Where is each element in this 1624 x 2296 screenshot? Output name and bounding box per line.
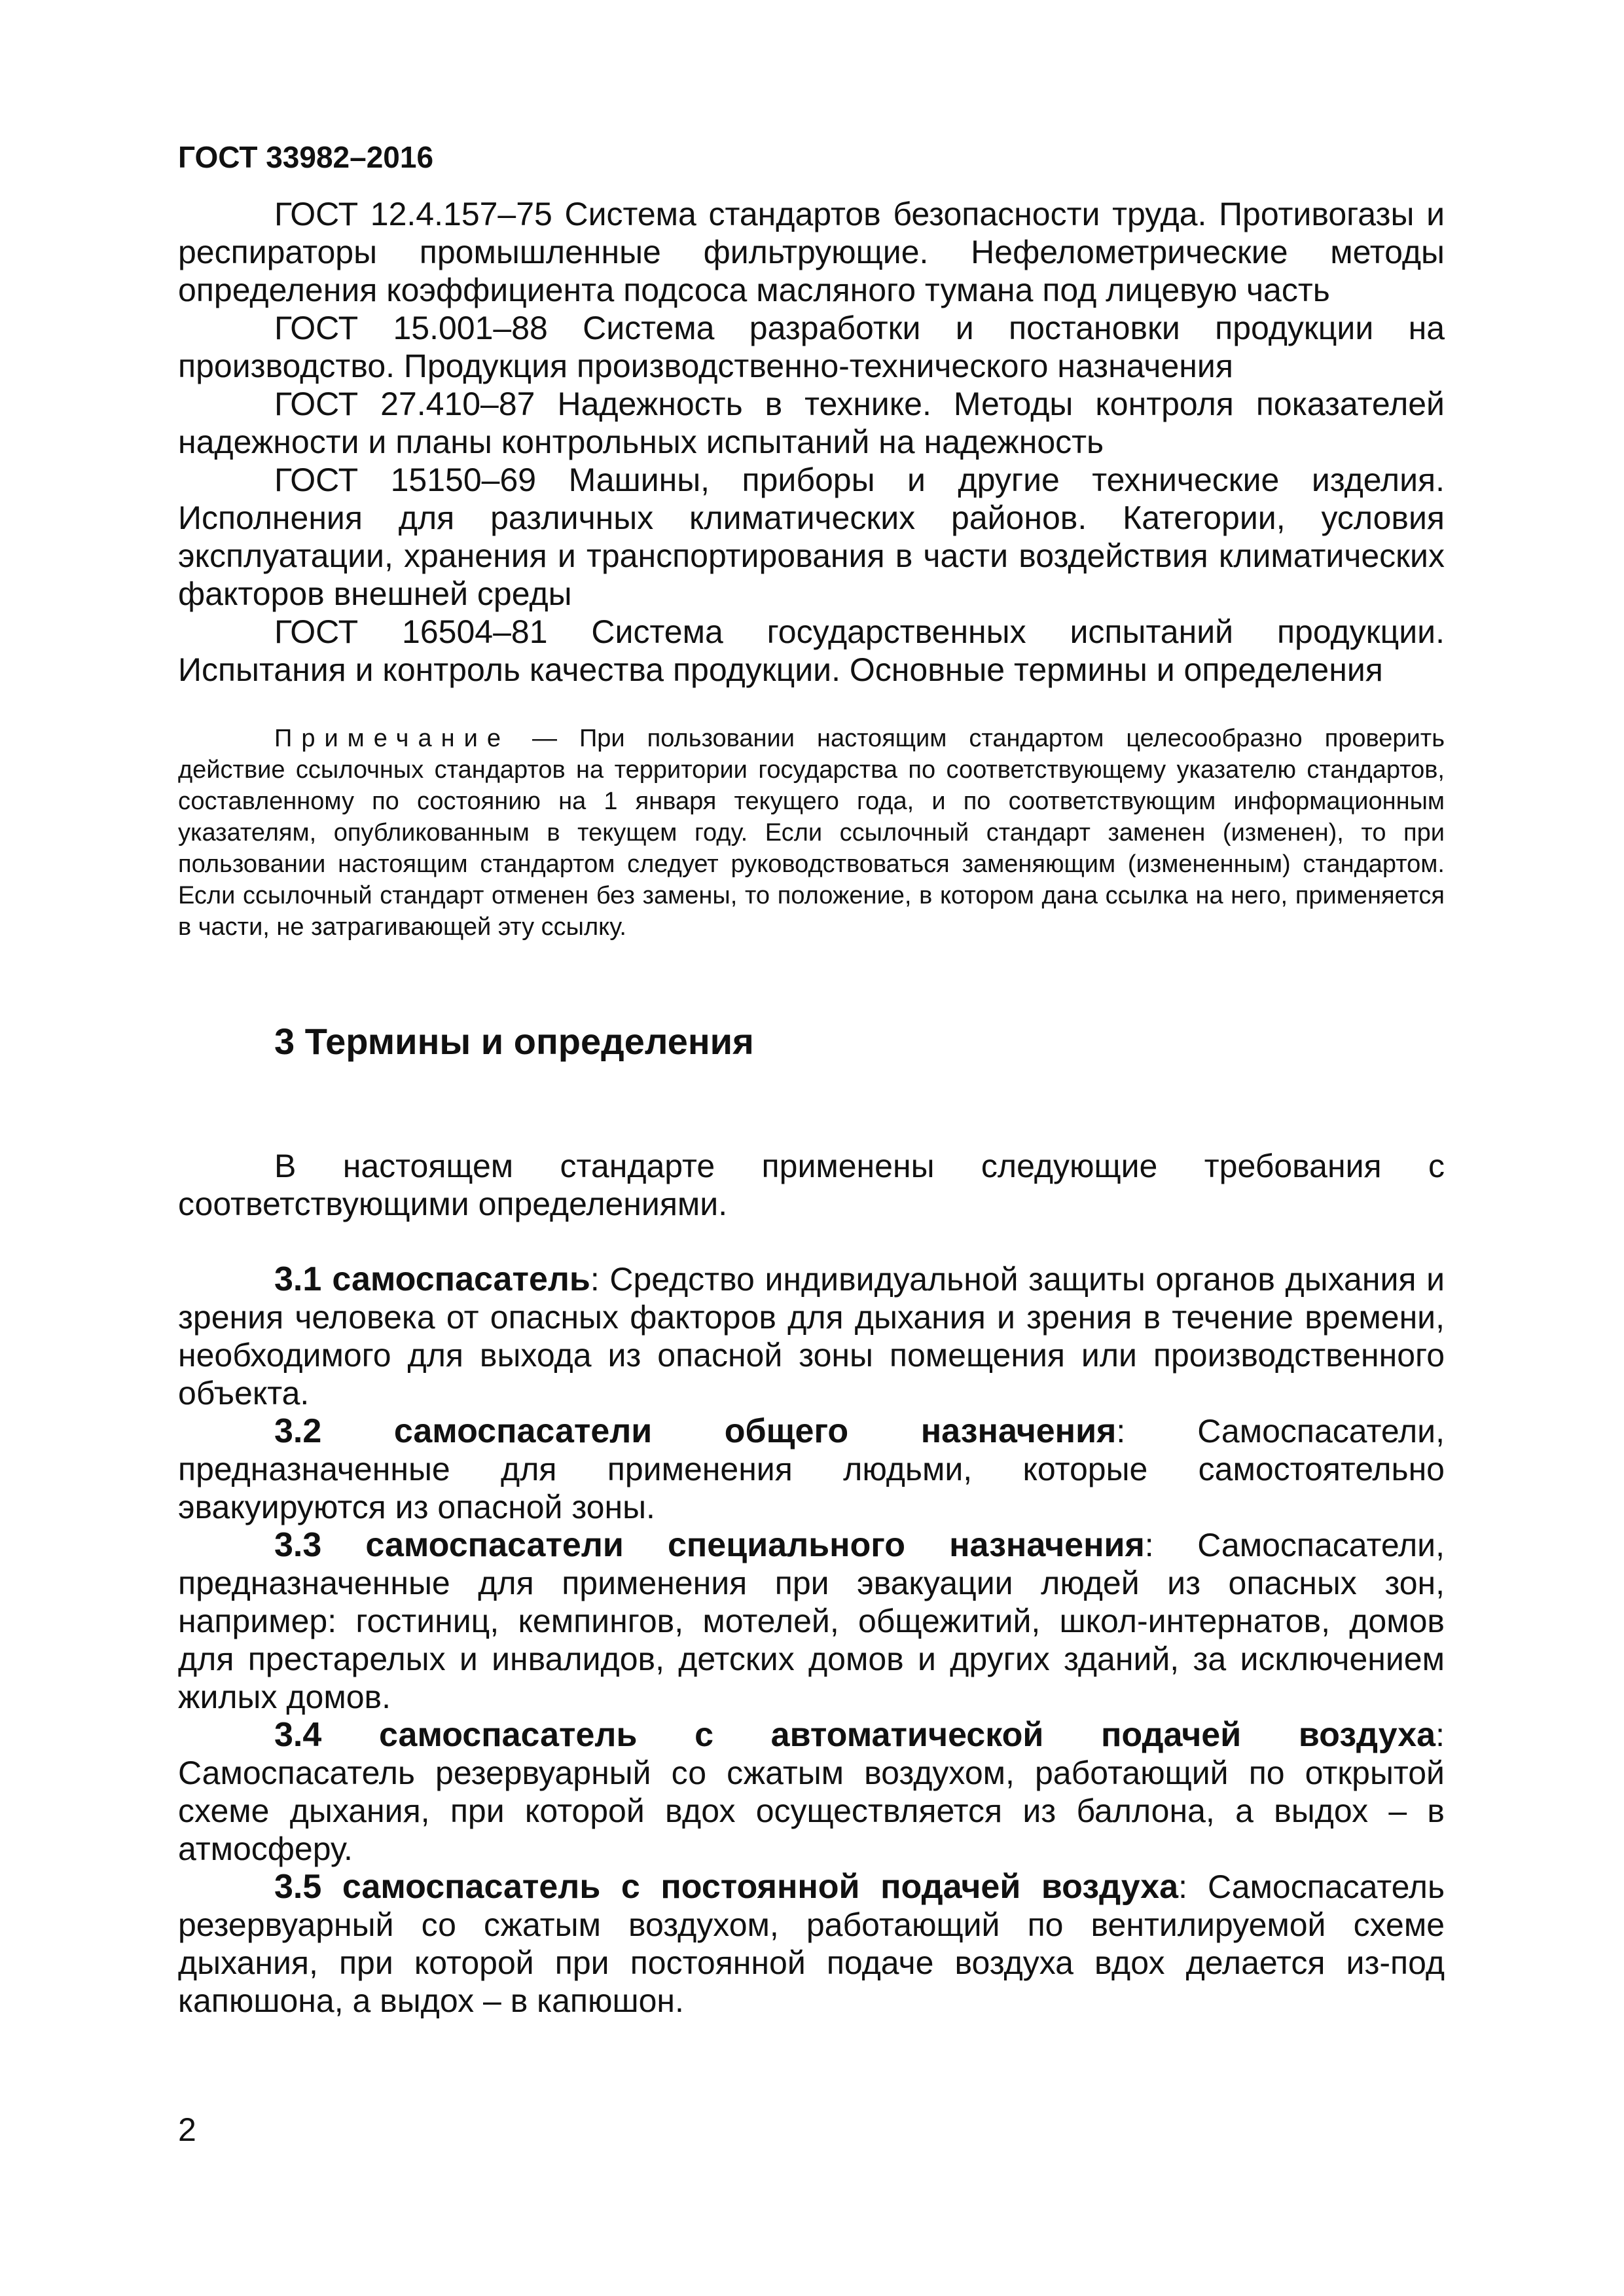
note-text: При пользовании настоящим стандартом целесообразно проверить действие ссылочных стандартов на территории государства по соответствующему указателю стандартов, составленному по состоянию на 1 января текущего года, и по соответствующим информационным указателям, опубликованным в текущем году. Если ссылочный стандарт заменен (изменен), то при пользовании настоящим стандартом следует руководствоваться заменяющим (измененным) стандартом. Если ссылочный стандарт отменен без замены, то положение, в котором дана ссылка на него, применяется в части, не затрагивающей эту ссылку. (178, 725, 1445, 941)
term-separator: : (1435, 1717, 1445, 1753)
term-entry (178, 1868, 1445, 2020)
term-entry (178, 1412, 1445, 1526)
term-definition: Самоспасатели, предназначенные для применения при эвакуации людей из опасных зон, например: гостиниц, кемпингов, мотелей, общежитий, школ-интернатов, домов для престарелых и инвалидов, детских домов и других зданий, за исключением жилых домов. (178, 1527, 1445, 1715)
reference-item: ГОСТ 16504–81 Система государственных испытаний продукции. Испытания и контроль качества продукции. Основные термины и определения (178, 613, 1445, 688)
term-definition: Самоспасатель резервуарный со сжатым воздухом, работающий по вентилируемой схеме дыхания, при которой при постоянной подаче воздуха вдох делается из-под капюшона, а выдох – в капюшон. (178, 1868, 1445, 2019)
reference-item: ГОСТ 15150–69 Машины, приборы и другие технические изделия. Исполнения для различных климатических районов. Категории, условия эксплуатации, хранения и транспортирования в части воздействия климатических факторов внешней среды (178, 462, 1445, 612)
term-name: 3.2 самоспасатели общего назначения (274, 1412, 1117, 1450)
note-paragraph (178, 723, 1445, 943)
terms-list (178, 1260, 1445, 2020)
term-name: 3.1 самоспасатель (274, 1260, 590, 1298)
term-definition: Средство индивидуальной защиты органов дыхания и зрения человека от опасных факторов для дыхания и зрения в течение времени, необходимого для выхода из опасной зоны помещения или производственного объекта. (178, 1261, 1445, 1412)
note-dash: — (509, 725, 579, 752)
section-intro: В настоящем стандарте применены следующие требования с соответствующими определениями. (178, 1148, 1445, 1222)
document-header-code: ГОСТ 33982–2016 (178, 140, 434, 174)
term-separator: : (1144, 1527, 1198, 1563)
page-number: 2 (178, 2111, 196, 2148)
term-entry (178, 1260, 1445, 1412)
term-separator: : (590, 1261, 610, 1298)
reference-item: ГОСТ 12.4.157–75 Система стандартов безопасности труда. Противогазы и респираторы промышленные фильтрующие. Нефелометрические методы определения коэффициента подсоса масляного тумана под лицевую часть (178, 196, 1445, 308)
term-definition: Самоспасатель резервуарный со сжатым воздухом, работающий по открытой схеме дыхания, при которой вдох осуществляется из баллона, а выдох – в атмосферу. (178, 1755, 1445, 1867)
reference-item: ГОСТ 27.410–87 Надежность в технике. Методы контроля показателей надежности и планы контрольных испытаний на надежность (178, 386, 1445, 460)
note-label: Примечание (274, 725, 510, 752)
term-separator: : (1178, 1868, 1208, 1905)
reference-item: ГОСТ 15.001–88 Система разработки и постановки продукции на производство. Продукция производственно-технического назначения (178, 310, 1445, 384)
term-separator: : (1116, 1413, 1198, 1449)
term-name: 3.5 самоспасатель с постоянной подачей воздуха (274, 1868, 1179, 1906)
normative-references-list (178, 195, 1445, 689)
term-entry (178, 1526, 1445, 1716)
term-name: 3.3 самоспасатели специального назначения (274, 1526, 1145, 1564)
term-definition: Самоспасатели, предназначенные для применения людьми, которые самостоятельно эвакуируются из опасной зоны. (178, 1413, 1445, 1525)
term-entry (178, 1716, 1445, 1868)
term-name: 3.4 самоспасатель с автоматической подачей воздуха (274, 1716, 1436, 1754)
section-heading: 3 Термины и определения (274, 1021, 754, 1062)
